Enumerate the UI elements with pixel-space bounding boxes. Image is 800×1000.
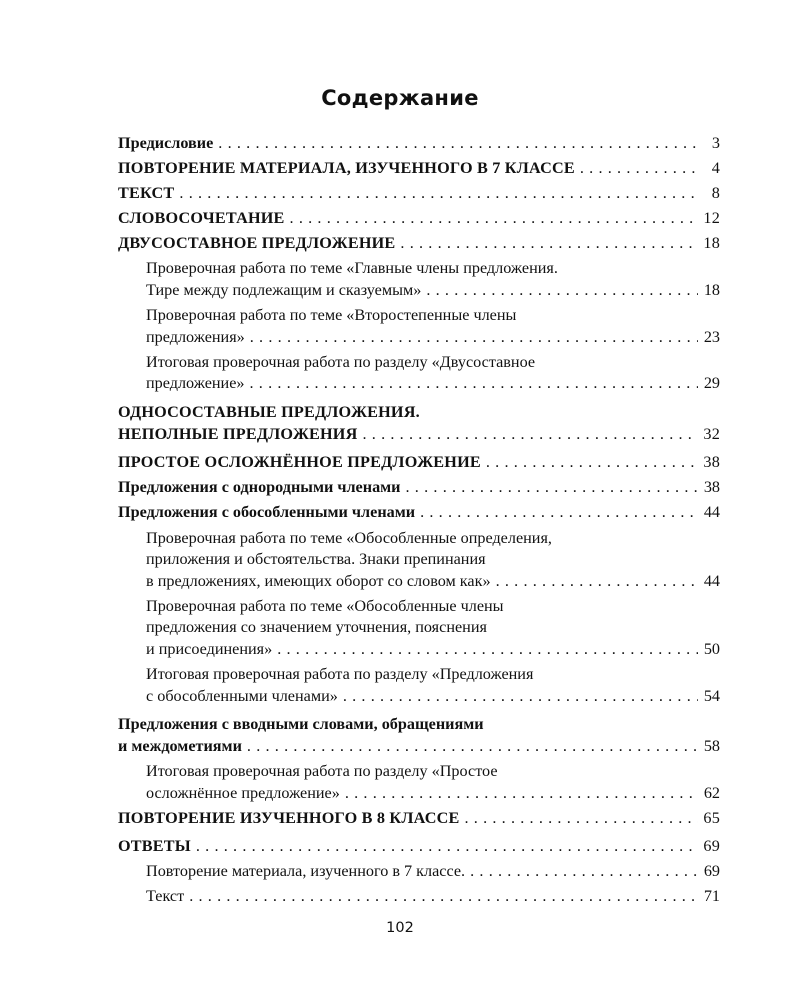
toc-entry-title-line: Предложения с однородными членами (118, 478, 401, 497)
toc-entry[interactable] (118, 808, 720, 830)
toc-entry-page: 44 (703, 503, 720, 522)
toc-entry-title-line: и междометиями (118, 736, 242, 755)
toc-entry[interactable] (118, 836, 720, 858)
toc-entry-title-line: и присоединения» (146, 639, 273, 658)
toc-entry-title-line: Итоговая проверочная работа по разделу «Двусоставное (146, 352, 536, 371)
toc-entry-page: 69 (703, 862, 720, 881)
toc-entry-page: 38 (703, 478, 720, 497)
dot-leader (401, 477, 698, 499)
toc-entry-page: 8 (711, 184, 720, 203)
toc-entry[interactable] (118, 208, 720, 230)
toc-entry-title-line: Предложения с вводными словами, обращениями (118, 715, 484, 734)
toc-entry[interactable] (118, 352, 720, 395)
toc-entry-title-line: Тире между подлежащим и сказуемым» (146, 281, 422, 300)
dot-leader (415, 502, 698, 524)
dot-leader (421, 280, 698, 302)
dot-leader (285, 208, 698, 230)
toc-entry-title-line: ОДНОСОСТАВНЫЕ ПРЕДЛОЖЕНИЯ. (118, 403, 420, 422)
dot-leader (338, 686, 698, 708)
dot-leader (575, 158, 698, 180)
dot-leader (245, 327, 698, 349)
toc-entry[interactable] (118, 452, 720, 474)
dot-leader (340, 783, 698, 805)
toc-entry[interactable] (118, 664, 720, 707)
toc-entry-page: 29 (703, 374, 720, 393)
dot-leader (213, 133, 698, 155)
toc-entry[interactable] (118, 305, 720, 348)
dot-leader (174, 183, 698, 205)
dot-leader (465, 861, 698, 883)
toc-entry-page: 69 (703, 837, 720, 856)
toc-entry-title-line: ПОВТОРЕНИЕ МАТЕРИАЛА, ИЗУЧЕННОГО В 7 КЛАССЕ (118, 159, 575, 178)
toc-entry-title-line: Проверочная работа по теме «Обособленные члены (146, 596, 504, 615)
toc-entry[interactable] (118, 761, 720, 804)
dot-leader (358, 424, 699, 446)
toc-entry-page: 23 (703, 327, 720, 346)
toc-entry-title-line: НЕПОЛНЫЕ ПРЕДЛОЖЕНИЯ (118, 424, 358, 443)
toc-entry-title-line: Проверочная работа по теме «Второстепенные члены (146, 306, 517, 325)
toc-entry[interactable] (118, 861, 720, 883)
toc-entry-page: 65 (703, 808, 720, 827)
table-of-contents (118, 133, 720, 912)
toc-entry-title-line: ОТВЕТЫ (118, 837, 191, 856)
dot-leader (191, 836, 698, 858)
toc-entry-title-line: предложения» (146, 327, 245, 346)
toc-entry-title-line: ПРОСТОЕ ОСЛОЖНЁННОЕ ПРЕДЛОЖЕНИЕ (118, 453, 481, 472)
toc-entry[interactable] (118, 233, 720, 255)
toc-entry-title-line: Предисловие (118, 134, 214, 152)
toc-entry-page: 44 (703, 571, 720, 590)
toc-entry[interactable] (118, 477, 720, 499)
dot-leader (242, 736, 698, 758)
dot-leader (491, 571, 698, 593)
toc-entry-page: 62 (703, 783, 720, 802)
toc-entry-title-line: ДВУСОСТАВНОЕ ПРЕДЛОЖЕНИЕ (118, 234, 396, 253)
toc-entry-title-line: ПОВТОРЕНИЕ ИЗУЧЕННОГО В 8 КЛАССЕ (118, 808, 460, 827)
toc-entry[interactable] (118, 528, 720, 593)
toc-entry-title-line: Предложения с обособленными членами (118, 503, 416, 522)
toc-entry-page: 3 (711, 134, 720, 152)
toc-entry[interactable] (118, 183, 720, 205)
toc-entry-title-line: СЛОВОСОЧЕТАНИЕ (118, 209, 285, 228)
toc-entry[interactable] (118, 402, 720, 445)
dot-leader (245, 373, 699, 395)
page-number: 102 (386, 920, 414, 936)
toc-entry-title-line: приложения и обстоятельства. Знаки препинания (146, 550, 486, 569)
toc-entry-page: 58 (703, 736, 720, 755)
page-title: Содержание (321, 86, 479, 110)
toc-entry-title-line: предложения со значением уточнения, пояснения (146, 618, 487, 637)
toc-entry-title-line: в предложениях, имеющих оборот со словом как» (146, 571, 491, 590)
toc-entry-title-line: Повторение материала, изученного в 7 классе. (146, 862, 466, 881)
dot-leader (272, 639, 698, 661)
toc-entry-title-line: Проверочная работа по теме «Главные члены предложения. (146, 259, 558, 278)
toc-entry-title-line: Текст (146, 887, 185, 906)
toc-entry-title-line: с обособленными членами» (146, 686, 338, 705)
toc-entry-title-line: Итоговая проверочная работа по разделу «Простое (146, 761, 498, 780)
dot-leader (184, 886, 698, 908)
toc-entry-title-line: осложнённое предложение» (146, 783, 340, 802)
dot-leader (395, 233, 698, 255)
toc-entry-title-line: ТЕКСТ (118, 184, 175, 203)
toc-entry-page: 12 (703, 209, 720, 228)
toc-entry[interactable] (118, 133, 720, 155)
toc-entry-page: 18 (703, 234, 720, 253)
toc-entry-title-line: предложение» (146, 374, 245, 393)
toc-entry[interactable] (118, 258, 720, 301)
dot-leader (460, 808, 699, 830)
toc-entry-title-line: Проверочная работа по теме «Обособленные определения, (146, 528, 552, 547)
toc-entry-page: 71 (703, 887, 720, 906)
toc-entry-page: 38 (703, 453, 720, 472)
toc-entry-page: 54 (703, 686, 720, 705)
toc-entry-page: 18 (703, 281, 720, 300)
toc-entry[interactable] (118, 596, 720, 661)
toc-entry-title-line: Итоговая проверочная работа по разделу «Предложения (146, 665, 534, 684)
toc-entry[interactable] (118, 502, 720, 524)
toc-entry-page: 50 (703, 639, 720, 658)
dot-leader (481, 452, 698, 474)
toc-entry-page: 4 (711, 159, 720, 178)
toc-entry[interactable] (118, 714, 720, 757)
toc-entry[interactable] (118, 886, 720, 908)
toc-entry[interactable] (118, 158, 720, 180)
toc-entry-page: 32 (703, 424, 720, 443)
